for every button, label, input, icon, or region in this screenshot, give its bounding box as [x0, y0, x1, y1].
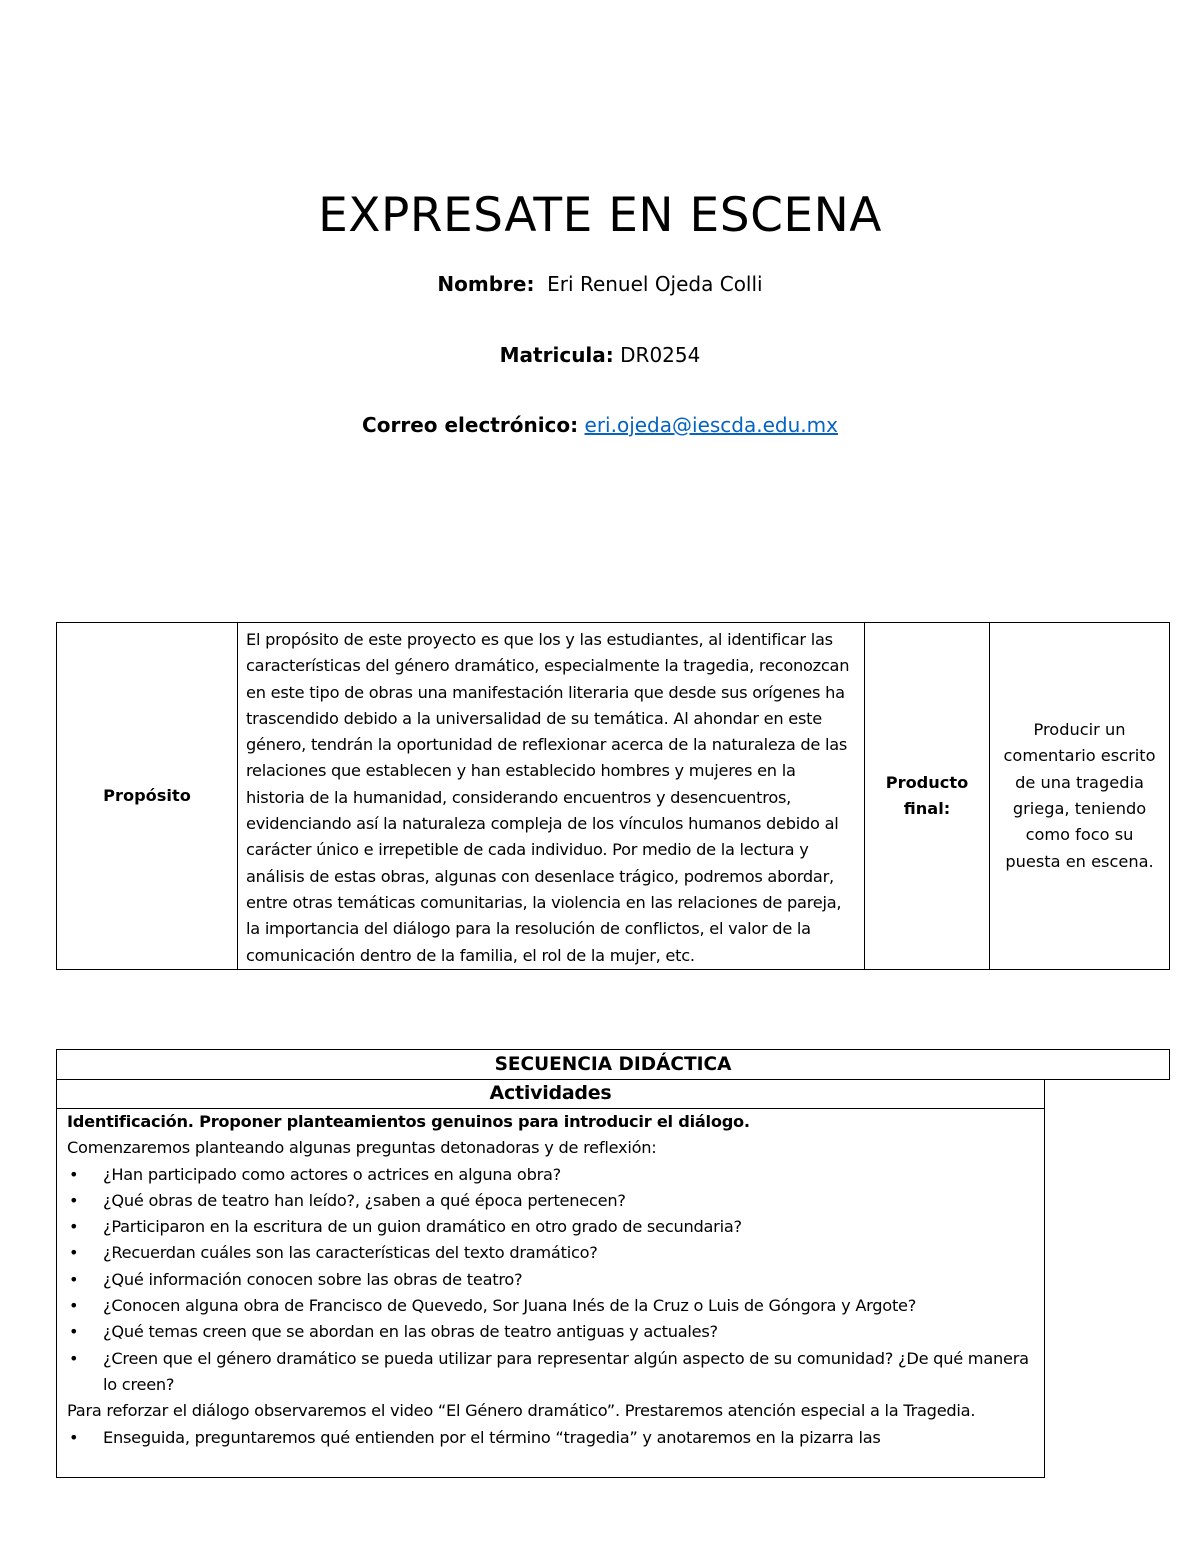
- list-item: [67, 1267, 1036, 1293]
- identificacion-heading: Identificación. Proponer planteamientos genuinos para introducir el diálogo.: [67, 1112, 750, 1131]
- list-item-text: ¿Qué temas creen que se abordan en las obras de teatro antiguas y actuales?: [103, 1322, 718, 1342]
- correo-field: [0, 413, 1200, 437]
- secuencia-heading: SECUENCIA DIDÁCTICA: [56, 1049, 1170, 1080]
- activities-section: [56, 1079, 1045, 1478]
- list-item: [67, 1214, 1036, 1240]
- bullet-icon: •: [69, 1190, 79, 1210]
- list-item: [67, 1319, 1036, 1345]
- producto-text: Producir un comentario escrito de una tragedia griega, teniendo como foco su puesta en escena.: [990, 623, 1170, 970]
- list-item-text: ¿Creen que el género dramático se pueda utilizar para representar algún aspecto de su comunidad? ¿De qué manera lo creen?: [103, 1348, 1029, 1394]
- list-item-text: Enseguida, preguntaremos qué entienden por el término “tragedia” y anotaremos en la pizarra las: [103, 1427, 881, 1447]
- purpose-row: [57, 623, 1170, 970]
- document-title: EXPRESATE EN ESCENA: [318, 188, 882, 243]
- bullet-icon: •: [69, 1322, 79, 1342]
- questions-list: [67, 1162, 1036, 1399]
- list-item-text: ¿Qué información conocen sobre las obras de teatro?: [103, 1269, 523, 1289]
- bullet-icon: •: [69, 1296, 79, 1316]
- proposito-label: Propósito: [57, 623, 238, 970]
- bullet-icon: •: [69, 1427, 79, 1447]
- reforzar-text: Para reforzar el diálogo observaremos el video “El Género dramático”. Prestaremos atención especial a la Tragedia.: [67, 1401, 976, 1421]
- matricula-field: [0, 343, 1200, 367]
- list-item-text: ¿Qué obras de teatro han leído?, ¿saben a qué época pertenecen?: [103, 1190, 626, 1210]
- list-item-text: ¿Conocen alguna obra de Francisco de Quevedo, Sor Juana Inés de la Cruz o Luis de Góngora y Argote?: [103, 1296, 917, 1316]
- matricula-value: DR0254: [620, 343, 701, 367]
- list-item: [67, 1240, 1036, 1266]
- email-link[interactable]: eri.ojeda@iescda.edu.mx: [584, 413, 838, 437]
- bullet-icon: •: [69, 1243, 79, 1263]
- list-item: [67, 1346, 1036, 1399]
- correo-label: Correo electrónico:: [362, 413, 579, 437]
- list-item: [67, 1162, 1036, 1188]
- proposito-text: El propósito de este proyecto es que los y las estudiantes, al identificar las características del género dramático, especialmente la tragedia, reconozcan en este tipo de obras una manifestación literaria que desde sus orígenes ha trascendido debido a la universalidad de su temática. Al ahondar en este género, tendrán la oportunidad de reflexionar acerca de la naturaleza de las relaciones que establecen y han establecido hombres y mujeres en la historia de la humanidad, considerando encuentros y desencuentros, evidenciando así la naturaleza compleja de los vínculos humanos debido al carácter único e irrepetible de cada individuo. Por medio de la lectura y análisis de estas obras, algunas con desenlace trágico, podremos abordar, entre otras temáticas comunitarias, la violencia en las relaciones de pareja, la importancia del diálogo para la resolución de conflictos, el valor de la comunicación dentro de la familia, el rol de la mujer, etc.: [238, 623, 865, 970]
- list-item-text: ¿Han participado como actores o actrices en alguna obra?: [103, 1164, 562, 1184]
- activities-body: [57, 1109, 1044, 1451]
- nombre-field: [0, 272, 1200, 296]
- list-item: [67, 1188, 1036, 1214]
- purpose-table: [56, 622, 1170, 970]
- producto-label: Producto final:: [865, 623, 990, 970]
- list-item-text: ¿Participaron en la escritura de un guion dramático en otro grado de secundaria?: [103, 1217, 742, 1237]
- followup-list: [67, 1425, 1036, 1451]
- actividades-heading: Actividades: [57, 1079, 1044, 1109]
- matricula-label: Matricula:: [499, 343, 614, 367]
- nombre-value: Eri Renuel Ojeda Colli: [547, 272, 763, 296]
- list-item-text: ¿Recuerdan cuáles son las características del texto dramático?: [103, 1243, 598, 1263]
- list-item: [67, 1425, 1036, 1451]
- list-item: [67, 1293, 1036, 1319]
- bullet-icon: •: [69, 1348, 79, 1368]
- bullet-icon: •: [69, 1217, 79, 1237]
- bullet-icon: •: [69, 1269, 79, 1289]
- bullet-icon: •: [69, 1164, 79, 1184]
- intro-text: Comenzaremos planteando algunas preguntas detonadoras y de reflexión:: [67, 1138, 657, 1158]
- nombre-label: Nombre:: [437, 272, 535, 296]
